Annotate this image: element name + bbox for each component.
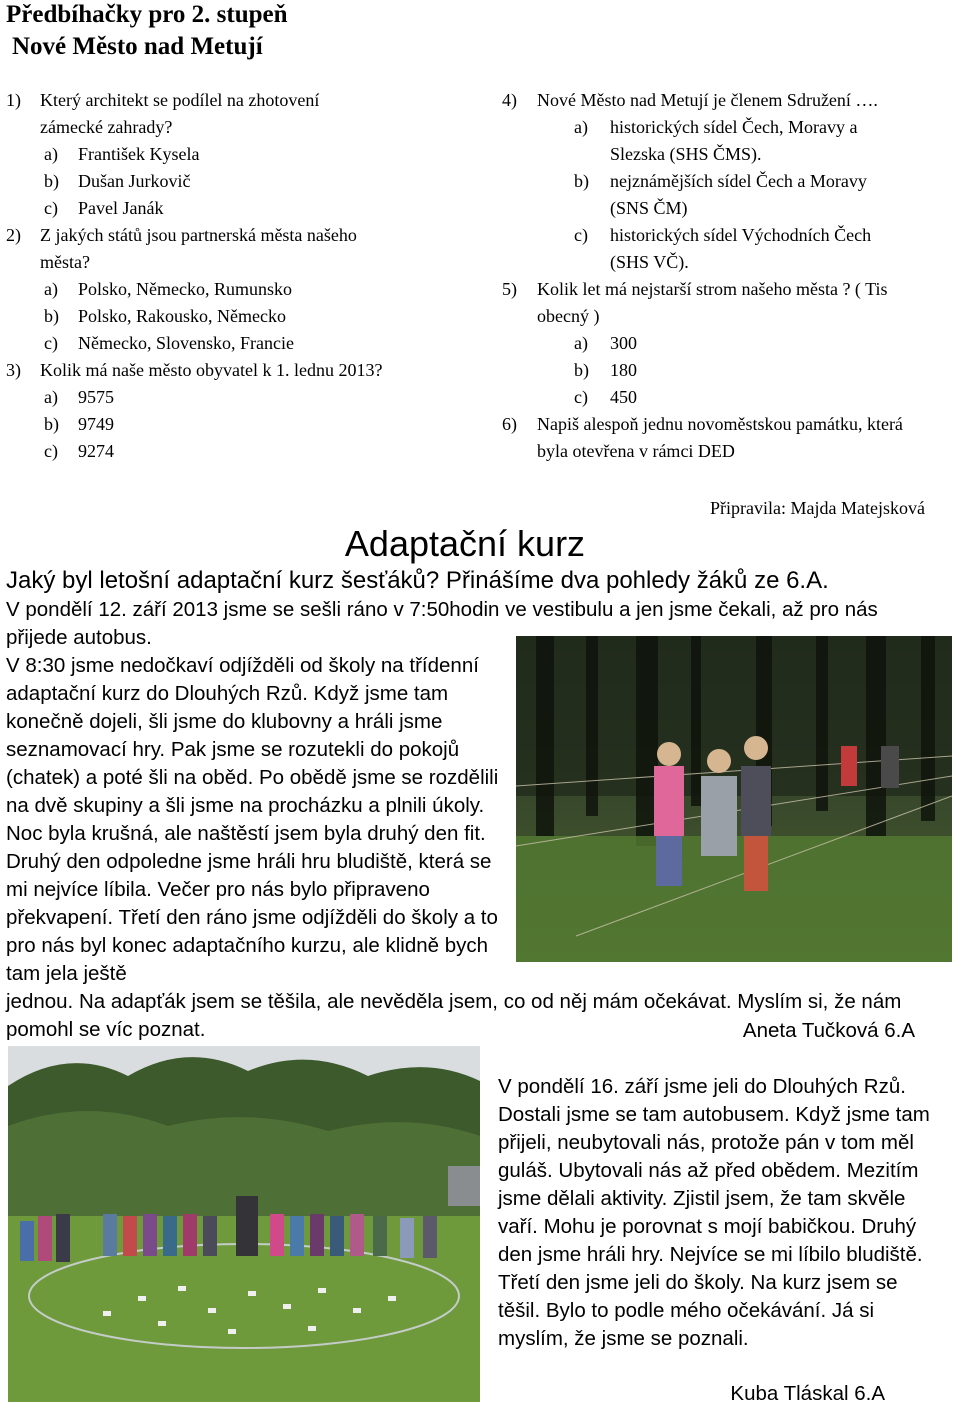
option-text: 450 — [610, 387, 637, 407]
question-text: Který architekt se podílel na zhotovení zámecké zahrady? — [40, 90, 320, 137]
option-text: Polsko, Německo, Rumunsko — [78, 279, 292, 299]
option-text: Dušan Jurkovič — [78, 171, 191, 191]
answer-option — [6, 384, 366, 411]
option-letter: c) — [44, 441, 58, 461]
answer-option — [6, 195, 366, 222]
article-author-2: Kuba Tláskal 6.A — [730, 1382, 885, 1405]
option-letter: a) — [44, 144, 58, 164]
option-letter: b) — [44, 171, 59, 191]
option-letter: a) — [574, 117, 588, 137]
question-text: Kolik let má nejstarší strom našeho města ? ( Tis obecný ) — [537, 279, 888, 326]
option-text: Polsko, Rakousko, Německo — [78, 306, 286, 326]
answer-option — [6, 303, 366, 330]
question-number: 5) — [502, 279, 517, 299]
option-text: 180 — [610, 360, 637, 380]
question-number: 6) — [502, 414, 517, 434]
option-letter: c) — [574, 387, 588, 407]
answer-option — [6, 141, 366, 168]
option-text: 9749 — [78, 414, 114, 434]
question-text: Z jakých států jsou partnerská města našeho města? — [40, 225, 357, 272]
option-letter: c) — [574, 225, 588, 245]
article-title: Adaptační kurz — [344, 523, 586, 564]
answer-option — [6, 168, 366, 195]
answer-option — [6, 276, 366, 303]
page-subtitle: Nové Město nad Metují — [12, 33, 263, 60]
answer-option — [6, 411, 366, 438]
group-photo-image — [8, 1046, 480, 1402]
option-text: Pavel Janák — [78, 198, 164, 218]
option-text: František Kysela — [78, 144, 200, 164]
option-text: 9575 — [78, 387, 114, 407]
answer-option — [502, 114, 910, 168]
paragraph-end: jednou. Na adapťák jsem se těšila, ale nevěděla jsem, co od něj mám očekávat. Myslím si, že nám pomohl se víc poznat. — [6, 990, 902, 1041]
forest-photo — [516, 636, 952, 962]
option-letter: a) — [574, 333, 588, 353]
option-text: Německo, Slovensko, Francie — [78, 333, 294, 353]
question-4 — [502, 87, 942, 114]
article-paragraph-2: V pondělí 16. září jsme jeli do Dlouhých Rzů. Dostali jsme se tam autobusem. Když jsme tam přijeli, neubytovali nás, protože pán v tom měl guláš. Ubytovali nás až před obědem. Mezitím jsme dělali aktivity. Zjistil jsem, že tam skvěle vaří. Mohu je porovnat s mojí babičkou. Druhý den jsme hráli hry. Nejvíce se mi líbilo bludiště. Třetí den jsme jeli do školy. Na kurz jsem se těšil. Bylo to podle mého očekávání. Já si myslím, že jsme se poznali. — [498, 1075, 930, 1350]
paragraph-intro: V pondělí 12. září 2013 jsme se sešli ráno v 7:50hodin ve vestibulu a jen jsme čekali, až pro nás přijede autobus. — [6, 598, 878, 649]
question-number: 4) — [502, 90, 517, 110]
option-text: nejznámějších sídel Čech a Moravy (SNS ČM) — [610, 171, 867, 218]
option-letter: b) — [574, 171, 589, 191]
page-title: Předbíhačky pro 2. stupeň — [6, 1, 288, 28]
option-text: 9274 — [78, 441, 114, 461]
answer-option — [502, 168, 910, 222]
question-2 — [6, 222, 366, 276]
quiz-right-column — [502, 87, 942, 465]
option-letter: c) — [44, 333, 58, 353]
option-letter: b) — [574, 360, 589, 380]
prepared-by: Připravila: Majda Matejsková — [710, 498, 925, 518]
question-5 — [502, 276, 912, 330]
question-number: 3) — [6, 360, 21, 380]
answer-option — [6, 438, 366, 465]
answer-option — [6, 330, 366, 357]
group-photo — [8, 1046, 480, 1402]
option-text: historických sídel Východních Čech (SHS VČ). — [610, 225, 872, 272]
answer-option — [502, 330, 942, 357]
option-text: historických sídel Čech, Moravy a Slezska (SHS ČMS). — [610, 117, 858, 164]
option-letter: b) — [44, 414, 59, 434]
option-letter: c) — [44, 198, 58, 218]
article-author-1: Aneta Tučková 6.A — [742, 1019, 915, 1042]
question-text: Nové Město nad Metují je členem Sdružení …. — [537, 90, 878, 110]
option-letter: a) — [44, 279, 58, 299]
article-lead: Jaký byl letošní adaptační kurz šesťáků? Přinášíme dva pohledy žáků ze 6.A. — [6, 567, 829, 594]
question-text: Napiš alespoň jednu novoměstskou památku, která byla otevřena v rámci DED — [537, 414, 903, 461]
question-3 — [6, 357, 500, 384]
question-6 — [502, 411, 927, 465]
answer-option — [502, 357, 942, 384]
option-text: 300 — [610, 333, 637, 353]
forest-photo-image — [516, 636, 952, 962]
question-1 — [6, 87, 366, 141]
quiz-left-column — [6, 87, 383, 465]
option-letter: b) — [44, 306, 59, 326]
answer-option — [502, 384, 942, 411]
paragraph-wrapped: V 8:30 jsme nedočkaví odjížděli od školy na třídenní adaptační kurz do Dlouhých Rzů. Když jsme tam konečně dojeli, šli jsme do klubovny a hráli jsme seznamovací hry. Pak jsme se rozutekli do pokojů (chatek) a poté šli na oběd. Po obědě jsme se rozdělili na dvě skupiny a šli jsme na procházku a plnili úkoly. Noc byla krušná, ale naštěstí jsem byla druhý den fit. Druhý den odpoledne jsme hráli hru bludiště, která se mi nejvíce líbila. Večer pro nás bylo připraveno překvapení. Třetí den ráno jsme odjížděli do školy a to pro nás byl konec adaptačního kurzu, ale klidně bych tam jela ještě — [6, 654, 499, 985]
question-text: Kolik má naše město obyvatel k 1. lednu 2013? — [40, 360, 383, 380]
answer-option — [502, 222, 910, 276]
question-number: 2) — [6, 225, 21, 245]
option-letter: a) — [44, 387, 58, 407]
question-number: 1) — [6, 90, 21, 110]
